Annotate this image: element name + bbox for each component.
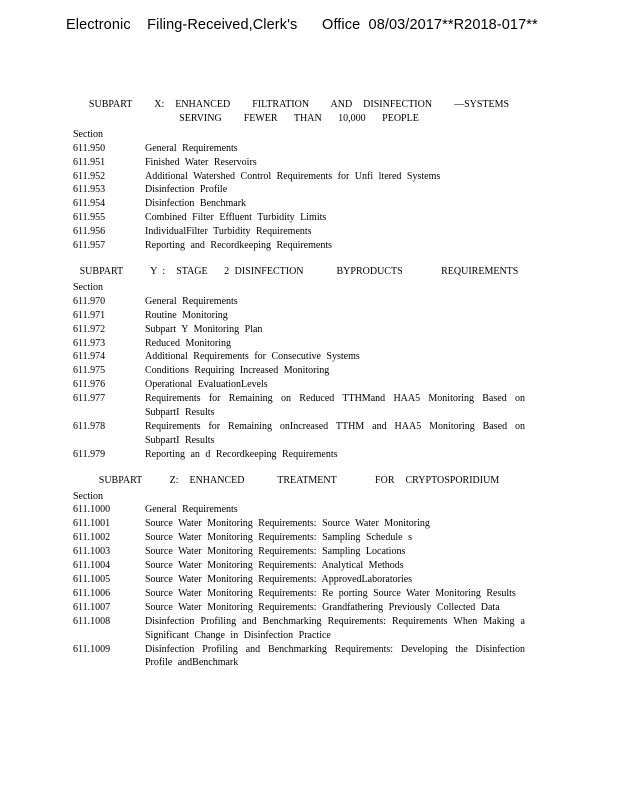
toc-entry <box>73 337 525 351</box>
toc-entry <box>73 295 525 309</box>
section-number: 611.950 <box>73 142 106 154</box>
section-number: 611.954 <box>73 198 106 210</box>
section-title: Disinfection Profiling and Benchmarking Requirements: Developing the Disinfection Profile andBenchmark <box>145 643 525 669</box>
toc-entry <box>73 350 525 364</box>
section-number: 611.952 <box>73 170 106 182</box>
toc-entry <box>73 211 525 225</box>
toc-entry <box>73 392 525 420</box>
section-number: 611.979 <box>73 448 106 460</box>
section-title: Operational EvaluationLevels <box>145 379 268 391</box>
toc-entry <box>73 364 525 378</box>
section-number: 611.977 <box>73 393 106 405</box>
toc-entry <box>73 601 525 615</box>
filing-stamp-header: Electronic Filing-Received,Clerk's Office 08/03/2017**R2018-017** <box>66 17 538 33</box>
section-title: Routine Monitoring <box>145 309 228 321</box>
section-title: Finished Water Reservoirs <box>145 156 257 168</box>
toc-entry <box>73 573 525 587</box>
toc-entry <box>73 545 525 559</box>
section-number: 611.951 <box>73 156 106 168</box>
section-number: 611.1001 <box>73 518 111 530</box>
section-number: 611.1003 <box>73 546 111 558</box>
toc-entry <box>73 517 525 531</box>
section-number: 611.1000 <box>73 504 111 516</box>
toc-entry <box>73 323 525 337</box>
toc-entry <box>73 197 525 211</box>
toc-entry <box>73 615 525 643</box>
section-title: Requirements for Remaining on Reduced TTHMand HAA5 Monitoring Based on SubpartI Results <box>145 393 525 419</box>
section-title: Reduced Monitoring <box>145 337 232 349</box>
section-column-label: Section <box>73 281 103 293</box>
table-of-contents <box>73 98 525 670</box>
subpart-x-title: SUBPART X: ENHANCED FILTRATION AND DISINFECTION —SYSTEMS SERVING FEWER THAN 10,000 PEOPLE <box>88 99 510 124</box>
section-number: 611.1008 <box>73 615 111 627</box>
section-number: 611.1007 <box>73 601 111 613</box>
section-number: 611.1004 <box>73 560 111 572</box>
section-column-label: Section <box>73 490 103 502</box>
section-title: Source Water Monitoring Requirements: Sampling Locations <box>145 546 406 558</box>
toc-entry <box>73 448 525 462</box>
section-title: Reporting an d Recordkeeping Requirements <box>145 448 338 460</box>
section-number: 611.1009 <box>73 643 111 655</box>
section-number: 611.978 <box>73 420 106 432</box>
toc-entry <box>73 587 525 601</box>
section-title: Requirements for Remaining onIncreased TTHM and HAA5 Monitoring Based on SubpartI Results <box>145 420 525 446</box>
toc-entry <box>73 183 525 197</box>
section-title: Reporting and Recordkeeping Requirements <box>145 240 333 252</box>
section-number: 611.973 <box>73 337 106 349</box>
section-number: 611.1006 <box>73 587 111 599</box>
toc-entry <box>73 503 525 517</box>
section-title: General Requirements <box>145 142 238 154</box>
toc-entry <box>73 225 525 239</box>
section-number: 611.974 <box>73 351 106 363</box>
section-number: 611.1002 <box>73 532 111 544</box>
section-title: General Requirements <box>145 504 238 516</box>
toc-entry <box>73 531 525 545</box>
section-title: Source Water Monitoring Requirements: Sampling Schedule s <box>145 532 412 544</box>
section-number: 611.976 <box>73 379 106 391</box>
toc-entry <box>73 170 525 184</box>
section-title: Disinfection Profile <box>145 184 228 196</box>
section-title: Source Water Monitoring Requirements: Analytical Methods <box>145 560 404 572</box>
section-title: Subpart Y Monitoring Plan <box>145 323 263 335</box>
section-title: Source Water Monitoring Requirements: Grandfathering Previously Collected Data <box>145 601 500 613</box>
section-number: 611.972 <box>73 323 106 335</box>
section-title: Disinfection Benchmark <box>145 198 247 210</box>
section-column-label: Section <box>73 128 103 140</box>
section-number: 611.975 <box>73 365 106 377</box>
section-number: 611.956 <box>73 226 106 238</box>
section-title: Source Water Monitoring Requirements: Source Water Monitoring <box>145 518 430 530</box>
subpart-y-title: SUBPART Y : STAGE 2 DISINFECTION BYPRODUCTS REQUIREMENTS <box>79 265 519 277</box>
toc-entry <box>73 378 525 392</box>
section-number: 611.957 <box>73 240 106 252</box>
section-title: IndividualFilter Turbidity Requirements <box>145 226 312 238</box>
section-number: 611.971 <box>73 309 106 321</box>
toc-entry <box>73 156 525 170</box>
section-title: Additional Requirements for Consecutive Systems <box>145 351 360 363</box>
section-title: Disinfection Profiling and Benchmarking Requirements: Requirements When Making a Significant Change in Disinfection Practice <box>145 615 525 641</box>
section-title: Source Water Monitoring Requirements: ApprovedLaboratories <box>145 574 413 585</box>
subpart-z-title: SUBPART Z: ENHANCED TREATMENT FOR CRYPTOSPORIDIUM <box>98 474 500 486</box>
section-title: Combined Filter Effluent Turbidity Limits <box>145 212 327 224</box>
section-number: 611.955 <box>73 212 106 224</box>
toc-entry <box>73 239 525 253</box>
toc-entry <box>73 420 525 448</box>
toc-entry <box>73 309 525 323</box>
toc-entry <box>73 643 525 671</box>
section-number: 611.953 <box>73 184 106 196</box>
section-title: Conditions Requiring Increased Monitoring <box>145 365 330 377</box>
section-title: Source Water Monitoring Requirements: Re porting Source Water Monitoring Results <box>145 587 516 599</box>
section-title: Additional Watershed Control Requirements for Unfi ltered Systems <box>145 170 441 182</box>
toc-entry <box>73 142 525 156</box>
section-number: 611.1005 <box>73 574 111 585</box>
section-number: 611.970 <box>73 295 106 307</box>
section-title: General Requirements <box>145 295 238 307</box>
toc-entry <box>73 559 525 573</box>
